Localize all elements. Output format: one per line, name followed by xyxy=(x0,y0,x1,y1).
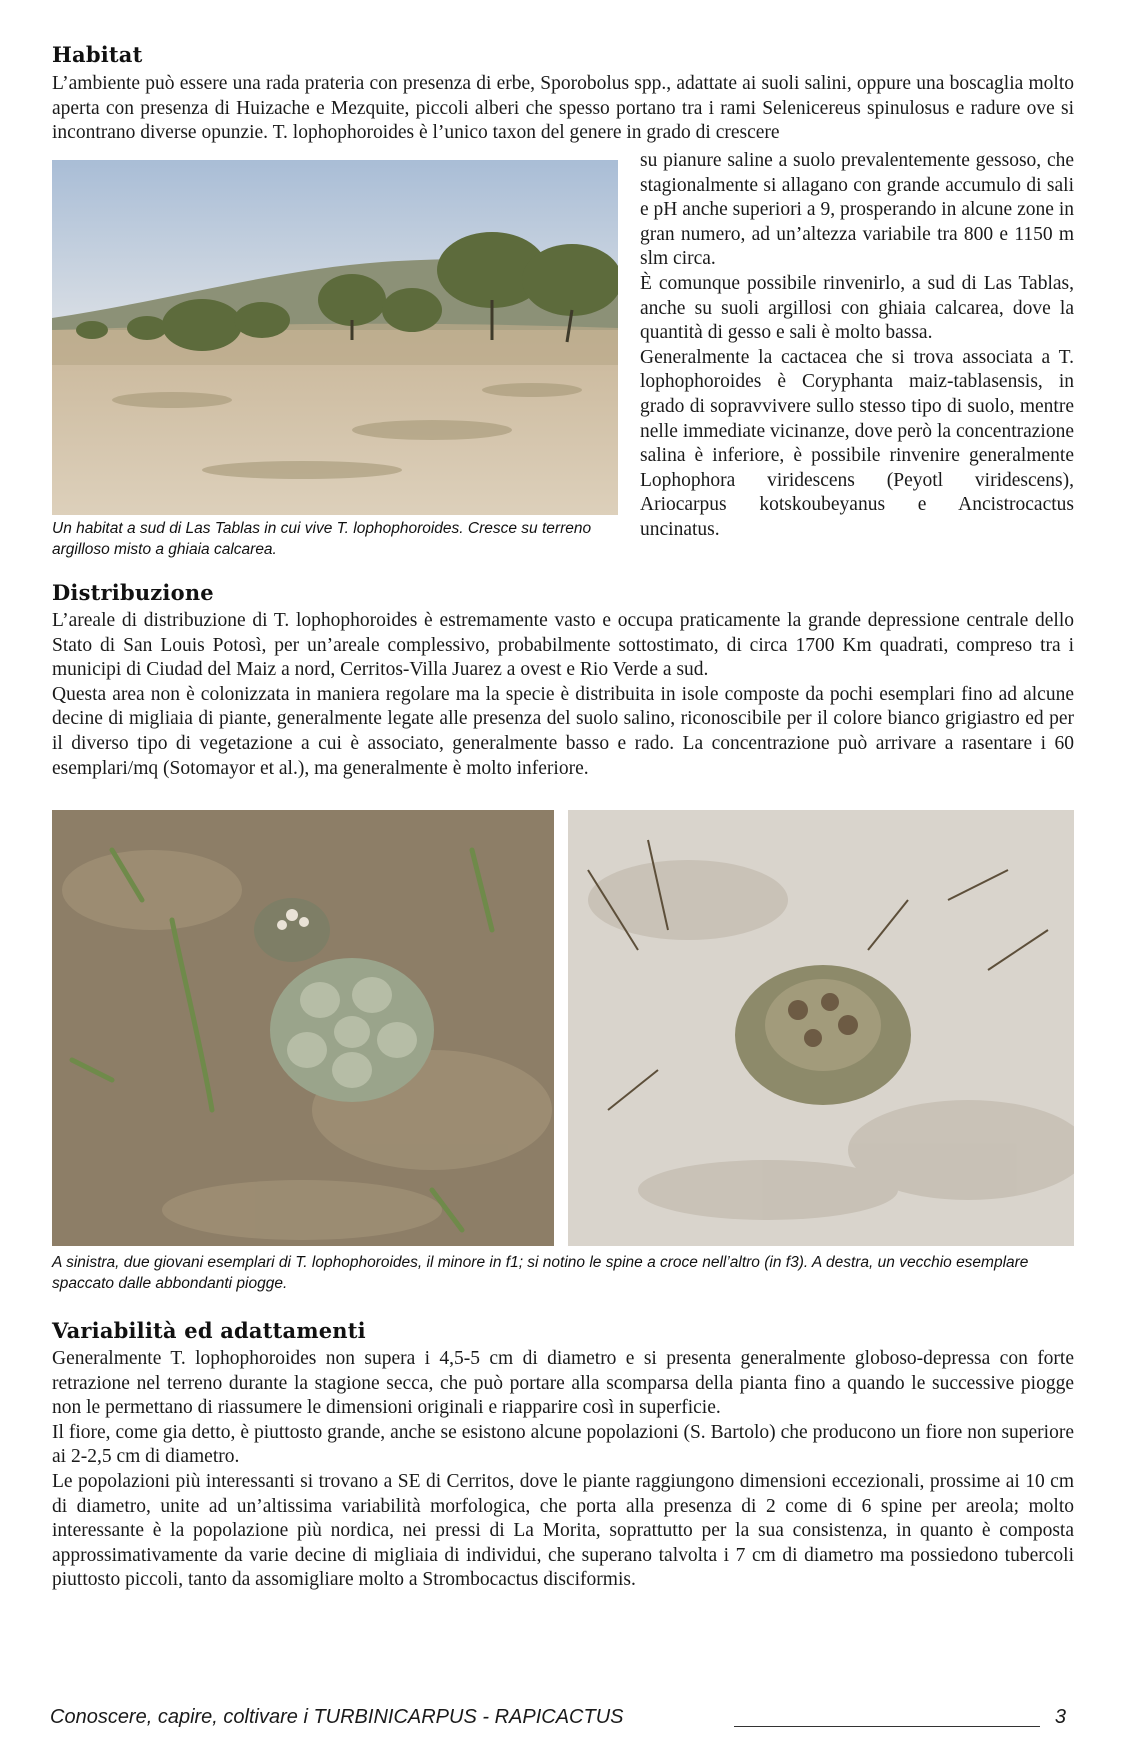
habitat-column-paragraph: su pianure saline a suolo prevalentemente gessoso, che stagionalmente si allagano con grande accumulo di sali e pH anche superiori a 9, prosperando in alcune zone in gran numero, ad un’altezza variabile tra 800 e 1150 m slm circa. xyxy=(640,150,1074,270)
habitat-column-paragraph: Generalmente la cactacea che si trova associata a T. lophophoroides è Coryphanta maiz-tablasensis, in grado di sopravvivere sullo stesso tipo di suolo, mentre nelle immediate vicinanze, dove però la concentrazione salina è inferiore, è possibile rinvenire generalmente Lophophora viridescens (Peyotl viridescens), Ariocarpus kotskoubeyanus e Ancistrocactus uncinatus. xyxy=(640,346,1074,540)
footer-rule xyxy=(734,1726,1040,1727)
old-specimen-photo xyxy=(568,810,1074,1246)
variabilita-heading: Variabilità ed adattamenti xyxy=(52,1318,366,1343)
young-specimens-photo xyxy=(52,810,554,1246)
variabilita-paragraph: Generalmente T. lophophoroides non supera i 4,5-5 cm di diametro e si presenta generalmente globoso-depressa con forte retrazione nel terreno durante la stagione secca, che può portare alla scomparsa della pianta fino a quando le successive piogge non le permettano di riassumere le dimensioni originali e riapparire così in superficie. xyxy=(52,1348,1074,1419)
distribuzione-heading: Distribuzione xyxy=(52,580,214,605)
variabilita-text xyxy=(52,1347,1074,1593)
page-footer xyxy=(50,1706,1080,1730)
variabilita-paragraph: Il fiore, come gia detto, è piuttosto grande, anche se esistono alcune popolazioni (S. Bartolo) che producono un fiore non superiore ai 2-2,5 cm di diametro. xyxy=(52,1421,1074,1468)
footer-title: Conoscere, capire, coltivare i TURBINICARPUS - RAPICACTUS xyxy=(50,1706,624,1728)
distribuzione-text xyxy=(52,609,1074,781)
habitat-column-paragraph: È comunque possibile rinvenirlo, a sud di Las Tablas, anche su suoli argillosi con ghiaia calcarea, dove la quantità di gesso e sali è molto bassa. xyxy=(640,272,1074,344)
habitat-heading: Habitat xyxy=(52,42,143,67)
variabilita-paragraph: Le popolazioni più interessanti si trovano a SE di Cerritos, dove le piante raggiungono dimensioni eccezionali, prossime ai 10 cm di diametro, unite ad un’altissima variabilità morfologica, che porta alla presenza di 2 come di 6 spine per areola; molto interessante è la popolazione più nordica, nei pressi di La Morita, soprattutto per la sua consistenza, in quanto è composta approssimativamente da varie decine di migliaia di individui, che superano talvolta i 7 cm di diametro ma possiedono tubercoli piuttosto piccoli, tanto da assomigliare molto a Strombocactus disciformis. xyxy=(52,1470,1074,1591)
habitat-intro: L’ambiente può essere una rada prateria con presenza di erbe, Sporobolus spp., adattate ai suoli salini, oppure una boscaglia molto aperta con presenza di Huizache e Mezquite, piccoli alberi che spesso portano tra i rami Selenicereus spinulosus e radure ove si incontrano diverse opunzie. T. lophophoroides è l’unico taxon del genere in grado di crescere xyxy=(52,73,1074,144)
habitat-column-text xyxy=(640,149,1074,543)
specimens-photos-caption: A sinistra, due giovani esemplari di T. lophophoroides, il minore in f1; si notino le spine a croce nell’altro (in f3). A destra, un vecchio esemplare spaccato dalle abbondanti piogge. xyxy=(52,1254,1029,1292)
page-number: 3 xyxy=(1054,1706,1066,1728)
distribuzione-paragraph: Questa area non è colonizzata in maniera regolare ma la specie è distribuita in isole composte da pochi esemplari fino ad alcune decine di migliaia di piante, generalmente legate alle presenza del suolo salino, riconoscibile per il colore bianco grigiastro ed per il diverso tipo di vegetazione a cui è associato, generalmente basso e rado. La concentrazione può arrivare a rasentare i 60 esemplari/mq (Sotomayor et al.), ma generalmente è molto inferiore. xyxy=(52,683,1074,779)
habitat-photo-caption: Un habitat a sud di Las Tablas in cui vive T. lophophoroides. Cresce su terreno argilloso misto a ghiaia calcarea. xyxy=(52,520,592,558)
distribuzione-paragraph: L’areale di distribuzione di T. lophophoroides è estremamente vasto e occupa praticamente la grande depressione centrale dello Stato di San Louis Potosì, per un’areale complessivo, probabilmente sottostimato, di circa 1700 Km quadrati, compreso tra i municipi di Ciudad del Maiz a nord, Cerritos-Villa Juarez a ovest e Rio Verde a sud. xyxy=(52,610,1074,681)
habitat-landscape-photo xyxy=(52,160,618,515)
